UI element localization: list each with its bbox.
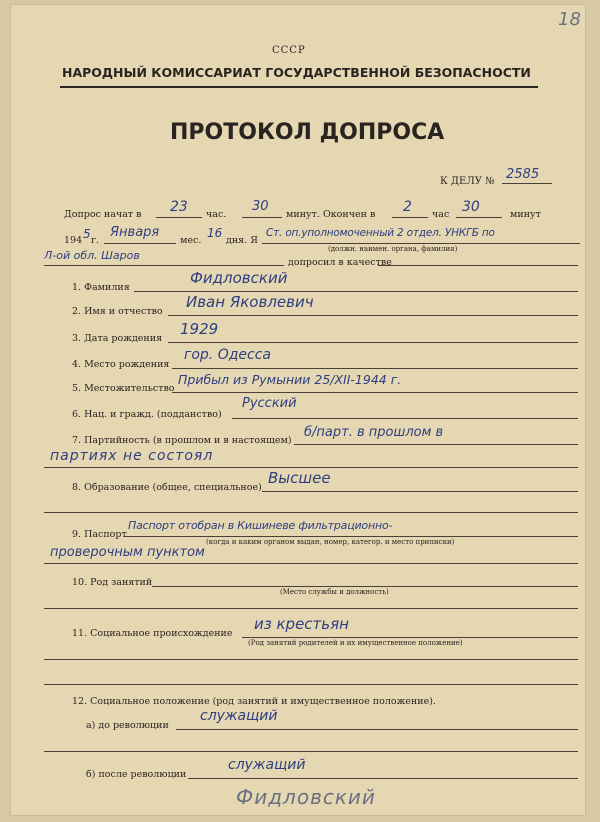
hour-label-2: час [432, 209, 450, 220]
occupation-label: 10. Род занятий [72, 577, 153, 588]
folio-number: 18 [558, 9, 581, 30]
residence-line [172, 392, 578, 393]
hour-label: час. [206, 209, 227, 220]
education-label: 8. Образование (общее, специальное) [72, 482, 262, 493]
after-revolution-line [188, 778, 578, 779]
date-month: Января [110, 225, 160, 240]
residence-value: Прибыл из Румынии 25/XII-1944 г. [178, 372, 402, 387]
year-prefix: 194 [64, 235, 83, 246]
origin-value: из крестьян [254, 615, 349, 633]
before-revolution-line-2 [44, 751, 578, 752]
passport-cont-line [44, 563, 578, 564]
start-label: Допрос начат в [64, 209, 142, 220]
occupation-line-2 [44, 608, 578, 609]
year-digit: 5 [83, 227, 91, 241]
year-label: г. [91, 235, 99, 246]
officer-name-cont: Л-ой обл. Шаров [44, 249, 140, 262]
birthdate-value: 1929 [180, 320, 219, 338]
party-value: б/парт. в прошлом в [304, 425, 444, 440]
occupation-line [152, 586, 578, 587]
passport-line [124, 536, 578, 537]
before-revolution-value: служащий [200, 708, 278, 724]
officer-caption: (должн. наимен. органа, фамилия) [328, 245, 458, 253]
origin-label: 11. Социальное происхождение [72, 628, 233, 639]
passport-label: 9. Паспорт [72, 529, 127, 540]
header-rule [60, 86, 538, 88]
officer-cont-line [44, 265, 284, 266]
date-day: 16 [207, 226, 223, 240]
birthplace-label: 4. Место рождения [72, 359, 170, 370]
origin-line-2 [44, 659, 578, 660]
origin-caption: (Род занятий родителей и их имущественное положение) [248, 639, 463, 647]
birthplace-line [172, 368, 578, 369]
passport-value-cont: проверочным пунктом [50, 545, 205, 560]
country-header: СССР [272, 45, 306, 56]
surname-label: 1. Фамилия [72, 282, 130, 293]
name-label: 2. Имя и отчество [72, 306, 163, 317]
surname-value: Фидловский [190, 269, 288, 287]
occupation-caption: (Место службы и должность) [280, 588, 389, 596]
start-min-line [242, 217, 282, 218]
commissariat-header: НАРОДНЫЙ КОМИССАРИАТ ГОСУДАРСТВЕННОЙ БЕЗОПАСНОСТИ [62, 65, 531, 80]
nationality-line [232, 418, 578, 419]
officer-name: Ст. оп.уполномоченный 2 отдел. УНКГБ по [266, 227, 495, 239]
education-value: Высшее [268, 469, 331, 487]
party-cont-line [44, 467, 578, 468]
case-label: К ДЕЛУ № [440, 176, 495, 187]
case-number-line [502, 183, 552, 184]
social-status-label: 12. Социальное положение (род занятий и имущественное положение). [72, 696, 436, 707]
name-value: Иван Яковлевич [186, 293, 314, 311]
surname-line [134, 291, 578, 292]
education-line [262, 491, 578, 492]
month-line [104, 243, 176, 244]
birthdate-line [168, 342, 578, 343]
nationality-value: Русский [242, 396, 297, 411]
before-revolution-label: а) до революции [86, 720, 169, 731]
end-label: минут. Окончен в [286, 209, 376, 220]
end-min-line [456, 217, 502, 218]
education-line-2 [44, 512, 578, 513]
end-hour: 2 [403, 199, 412, 215]
passport-caption: (когда и каким органом выдан, номер, категор. и место приписки) [206, 538, 455, 546]
end-hour-line [392, 217, 428, 218]
party-line [294, 444, 578, 445]
party-label: 7. Партийность (в прошлом и в настоящем) [72, 435, 292, 446]
residence-label: 5. Местожительство [72, 383, 175, 394]
day-label: дня. Я [226, 235, 258, 246]
nationality-label: 6. Нац. и гражд. (подданство) [72, 409, 222, 420]
min-label-2: минут [510, 209, 541, 220]
name-line [168, 315, 578, 316]
start-hour: 23 [170, 199, 188, 215]
birthdate-label: 3. Дата рождения [72, 333, 163, 344]
start-hour-line [156, 217, 202, 218]
origin-line [242, 637, 578, 638]
end-min: 30 [462, 199, 480, 215]
after-revolution-value: служащий [228, 757, 306, 773]
start-min: 30 [252, 199, 269, 214]
questioned-line [378, 265, 578, 266]
origin-line-3 [44, 684, 578, 685]
questioned-label: допросил в качестве [288, 257, 392, 268]
birthplace-value: гор. Одесса [184, 347, 271, 363]
month-label: мес. [180, 235, 202, 246]
party-value-cont: партиях не состоял [50, 448, 214, 464]
before-revolution-line [176, 729, 578, 730]
case-number: 2585 [506, 167, 540, 182]
after-revolution-label: б) после революции [86, 769, 187, 780]
passport-value: Паспорт отобран в Кишиневе фильтрационно- [128, 519, 393, 532]
protocol-page [10, 4, 586, 816]
signature: Фидловский [236, 785, 376, 809]
officer-line [262, 243, 580, 244]
page-title: ПРОТОКОЛ ДОПРОСА [170, 120, 445, 145]
